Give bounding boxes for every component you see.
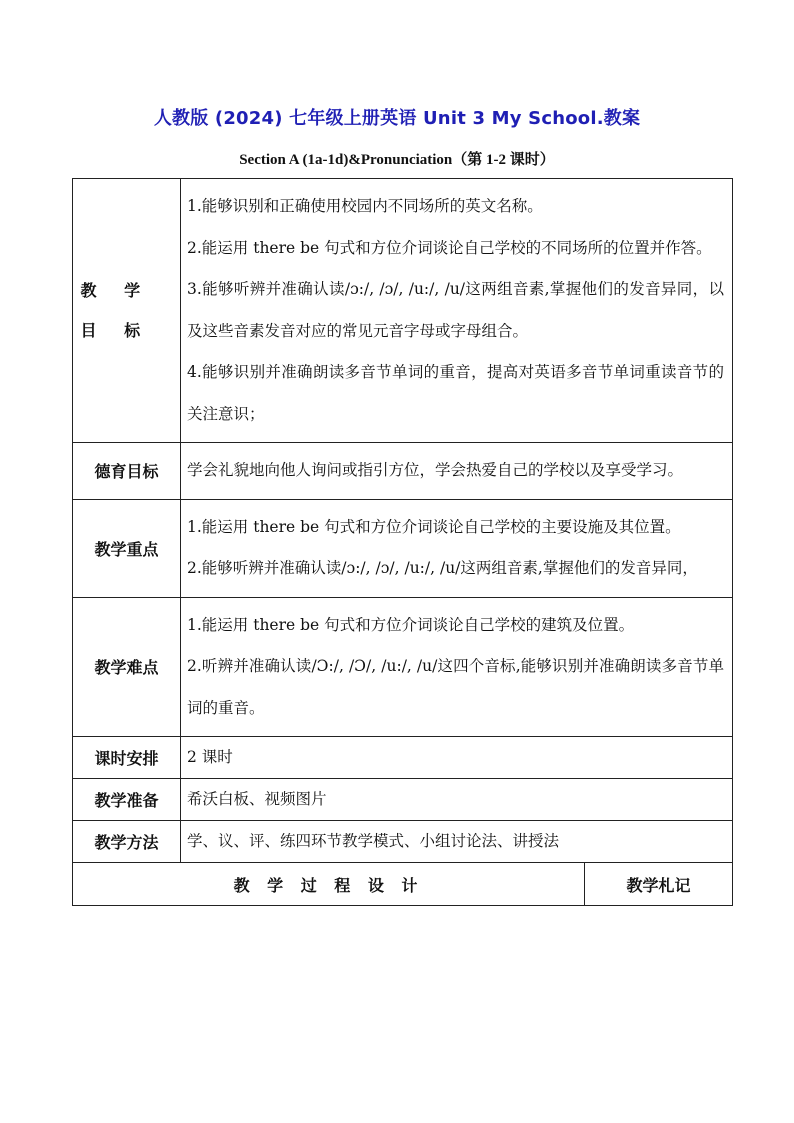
moral-content (181, 443, 733, 500)
objective-item: 4.能够识别并准确朗读多音节单词的重音，提高对英语多音节单词重读音节的关注意识； (187, 363, 724, 423)
objectives-label-cell (73, 179, 181, 443)
difficulty-item: 2.听辨并准确认读/Ɔ:/, /Ɔ/, /u:/, /u/这四个音标,能够识别并准确朗读多音节单词的重音。 (187, 657, 724, 717)
schedule-label: 课时安排 (73, 737, 181, 779)
lesson-plan-table (72, 178, 733, 906)
materials-row (73, 779, 733, 821)
methods-value: 学、议、评、练四环节教学模式、小组讨论法、讲授法 (181, 821, 733, 863)
objective-item: 2.能运用 there be 句式和方位介词谈论自己学校的不同场所的位置并作答。 (187, 238, 712, 257)
difficulties-content (181, 597, 733, 737)
materials-value: 希沃白板、视频图片 (181, 779, 733, 821)
document-subtitle: Section A (1a-1d)&Pronunciation（第 1-2 课时） (239, 152, 555, 168)
key-point-item: 2.能够听辨并准确认读/ɔ:/, /ɔ/, /u:/, /u/这两组音素,掌握他们的发音异同， (187, 559, 698, 577)
process-design-heading: 教 学 过 程 设 计 (73, 863, 585, 906)
process-header-row (73, 863, 733, 906)
objectives-label: 教 学 目 标 (80, 280, 152, 340)
schedule-value: 2 课时 (181, 737, 733, 779)
moral-row (73, 443, 733, 500)
schedule-row (73, 737, 733, 779)
difficulties-label: 教学难点 (73, 597, 181, 737)
objective-item: 3.能够听辨并准确认读/ɔ:/, /ɔ/, /u:/, /u/这两组音素,掌握他们的发音异同，以及这些音素发音对应的常见元音字母或字母组合。 (187, 280, 724, 340)
moral-item: 学会礼貌地向他人询问或指引方位，学会热爱自己的学校以及享受学习。 (187, 461, 684, 479)
objective-item: 1.能够识别和正确使用校园内不同场所的英文名称。 (187, 197, 543, 215)
teaching-notes-heading: 教学札记 (585, 863, 733, 906)
methods-label: 教学方法 (73, 821, 181, 863)
methods-row (73, 821, 733, 863)
difficulty-item: 1.能运用 there be 句式和方位介词谈论自己学校的建筑及位置。 (187, 615, 635, 634)
key-points-content (181, 499, 733, 597)
materials-label: 教学准备 (73, 779, 181, 821)
key-points-label: 教学重点 (73, 499, 181, 597)
key-points-row (73, 499, 733, 597)
difficulties-row (73, 597, 733, 737)
objectives-content (181, 179, 733, 443)
moral-label: 德育目标 (73, 443, 181, 500)
document-title: 人教版 (2024) 七年级上册英语 Unit 3 My School.教案 (153, 108, 641, 129)
objectives-row (73, 179, 733, 443)
key-point-item: 1.能运用 there be 句式和方位介词谈论自己学校的主要设施及其位置。 (187, 517, 681, 536)
